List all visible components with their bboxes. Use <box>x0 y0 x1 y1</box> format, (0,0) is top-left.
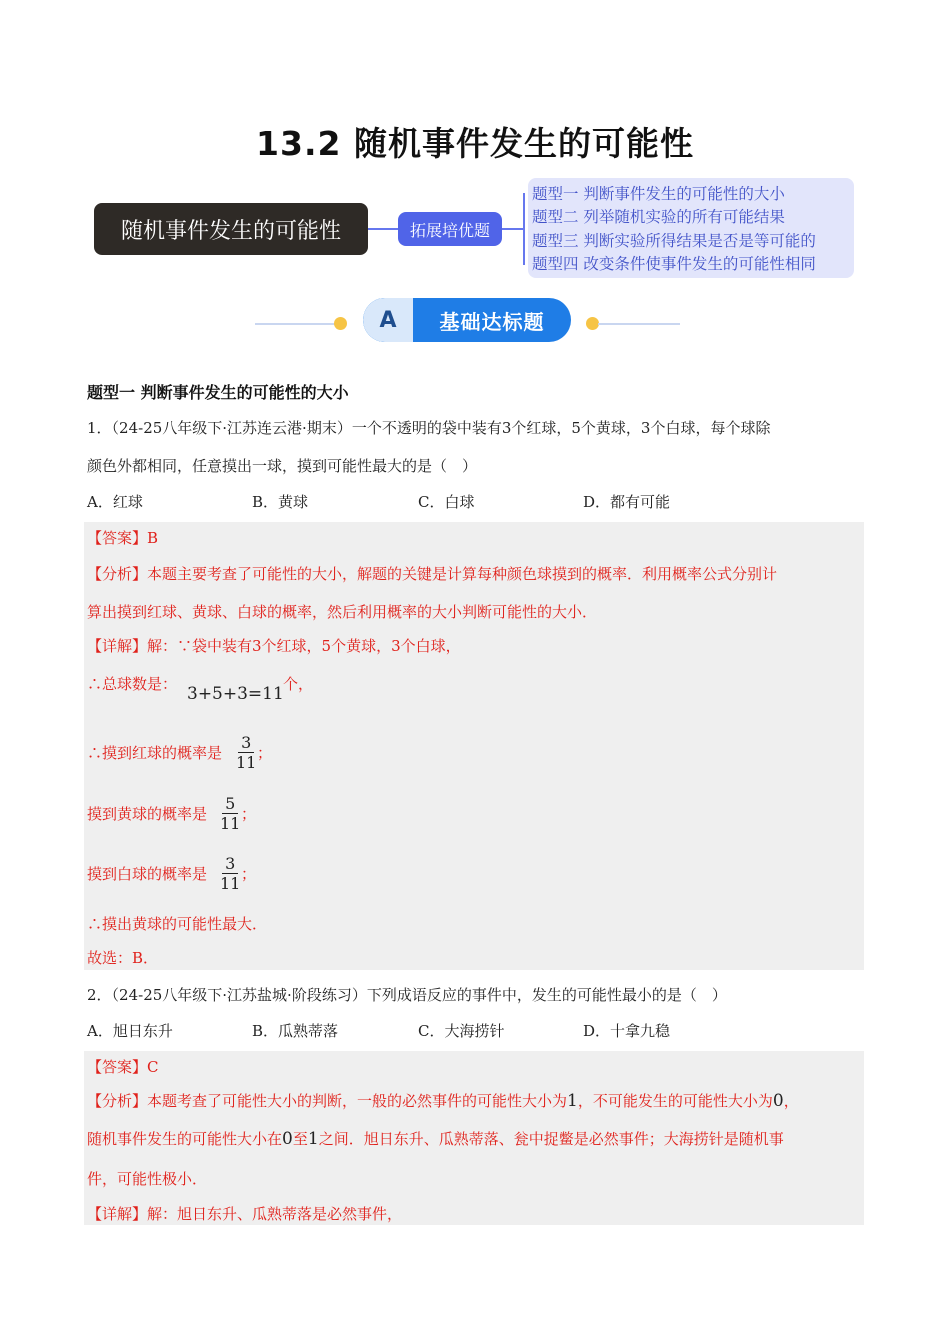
decor-line-right <box>598 323 680 325</box>
q1-answer: 【答案】B <box>87 529 159 547</box>
q2-stem-line1: 2．（24-25八年级下·江苏盐城·阶段练习）下列成语反应的事件中，发生的可能性最小的是（ ） <box>87 986 727 1004</box>
q1-option-a: A．红球 <box>87 493 143 511</box>
q1-total-label: ∴总球数是： <box>87 675 178 693</box>
mindmap-connector <box>368 228 398 230</box>
badge-letter: A <box>363 298 413 342</box>
section-heading: 题型一 判断事件发生的可能性的大小 <box>87 383 349 402</box>
q1-yellow-semicolon: ； <box>241 805 257 823</box>
q1-stem-line2: 颜色外都相同，任意摸出一球，摸到可能性最大的是（ ） <box>87 457 478 475</box>
q2-detail-line1: 【详解】解：旭日东升、瓜熟蒂落是必然事件， <box>87 1205 403 1223</box>
decor-line-left <box>255 323 337 325</box>
q1-option-b: B．黄球 <box>252 493 309 511</box>
q1-red-fraction <box>236 733 256 772</box>
section-badge <box>363 298 571 342</box>
mindmap-topic-3: 题型三 判断实验所得结果是否是等可能的 <box>532 232 816 250</box>
q1-choice: 故选：B． <box>87 949 159 967</box>
q1-red-prob-label: ∴摸到红球的概率是 <box>87 744 223 762</box>
q1-white-prob-label: 摸到白球的概率是 <box>87 865 208 883</box>
decor-dot-left <box>334 317 347 330</box>
q2-option-c: C．大海捞针 <box>418 1022 505 1040</box>
q1-red-semicolon: ； <box>257 744 273 762</box>
page-title: 13.2 随机事件发生的可能性 <box>256 124 694 163</box>
q1-option-d: D．都有可能 <box>583 493 671 511</box>
q1-yellow-prob-label: 摸到黄球的概率是 <box>87 805 208 823</box>
q1-white-numerator: 3 <box>222 854 238 874</box>
mindmap-connector <box>502 228 524 230</box>
q2-option-b: B．瓜熟蒂落 <box>252 1022 339 1040</box>
q1-yellow-fraction <box>220 794 240 833</box>
q2-option-a: A．旭日东升 <box>87 1022 173 1040</box>
q1-total-expression: 3+5+3=11 <box>187 684 284 704</box>
mindmap-branch: 拓展培优题 <box>398 212 502 246</box>
q1-option-c: C．白球 <box>418 493 475 511</box>
mindmap-root: 随机事件发生的可能性 <box>94 203 368 255</box>
q1-analysis-line2: 算出摸到红球、黄球、白球的概率，然后利用概率的大小判断可能性的大小． <box>87 603 598 621</box>
mindmap-topic-4: 题型四 改变条件使事件发生的可能性相同 <box>532 255 816 273</box>
q2-answer: 【答案】C <box>87 1058 159 1076</box>
mindmap-topic-2: 题型二 列举随机实验的所有可能结果 <box>532 208 785 226</box>
q1-white-fraction <box>220 854 240 893</box>
q1-yellow-denominator: 11 <box>220 814 241 833</box>
q1-conclusion: ∴摸出黄球的可能性最大． <box>87 915 268 933</box>
q2-analysis-line3: 件，可能性极小． <box>87 1170 208 1188</box>
q2-analysis-line2: 随机事件发生的可能性大小在0至1之间．旭日东升、瓜熟蒂落、瓮中捉鳖是必然事件；大海捞针是随机事 <box>87 1129 784 1149</box>
q1-red-numerator: 3 <box>238 733 254 753</box>
q1-detail-line1: 【详解】解：∵袋中装有3个红球，5个黄球，3个白球， <box>87 637 461 655</box>
q1-total-suffix: 个， <box>283 675 314 693</box>
q1-stem-line1: 1．（24-25八年级下·江苏连云港·期末）一个不透明的袋中装有3个红球，5个黄球，3个白球，每个球除 <box>87 419 771 437</box>
q1-red-denominator: 11 <box>236 753 257 772</box>
q2-analysis-line1: 【分析】本题考查了可能性大小的判断，一般的必然事件的可能性大小为1，不可能发生的可能性大小为0， <box>87 1091 799 1111</box>
q1-yellow-numerator: 5 <box>222 794 238 814</box>
q1-analysis-line1: 【分析】本题主要考查了可能性的大小，解题的关键是计算每种颜色球摸到的概率．利用概率公式分别计 <box>87 565 778 583</box>
q2-option-d: D．十拿九稳 <box>583 1022 671 1040</box>
q1-white-denominator: 11 <box>220 874 241 893</box>
badge-label: 基础达标题 <box>439 309 545 334</box>
mindmap-topic-1: 题型一 判断事件发生的可能性的大小 <box>532 185 785 203</box>
mindmap-bracket <box>523 193 525 265</box>
q1-white-semicolon: ； <box>241 865 257 883</box>
